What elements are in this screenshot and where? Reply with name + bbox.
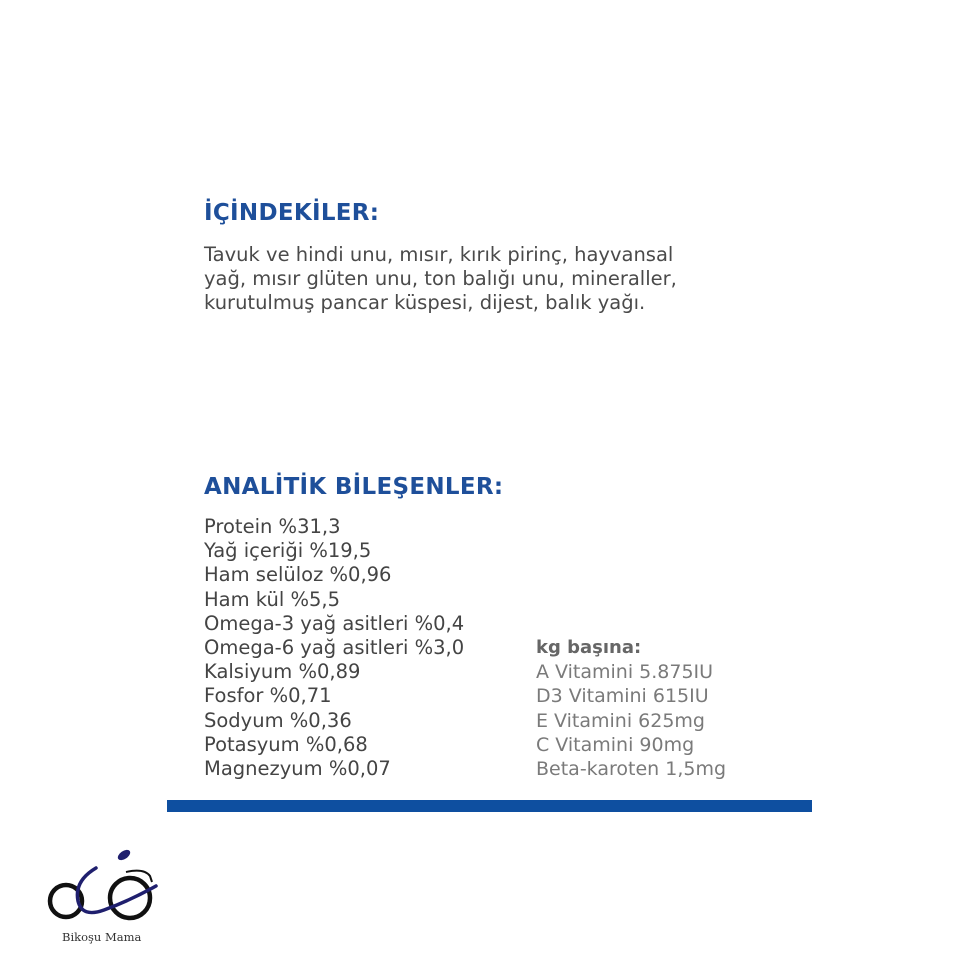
analytic-item: Ham kül %5,5 [204, 587, 341, 611]
ingredients-line: Tavuk ve hindi unu, mısır, kırık pirinç, hayvansal [204, 243, 674, 266]
vitamins-list [536, 636, 726, 781]
analytic-list [204, 515, 464, 781]
analytic-item: Protein %31,3 [204, 515, 341, 538]
brand-name: Bikoşu Mama [62, 930, 142, 944]
vitamin-item: Beta-karoten 1,5mg [536, 758, 727, 781]
analytic-item: Omega-6 yağ asitleri %3,0 [204, 636, 465, 660]
vitamin-item: D3 Vitamini 615IU [536, 685, 709, 708]
divider-bar [167, 800, 812, 812]
vitamin-item: C Vitamini 90mg [536, 733, 695, 756]
analytic-item: Yağ içeriği %19,5 [204, 539, 372, 563]
analytic-item: Fosfor %0,71 [204, 684, 332, 708]
ingredients-title: İÇİNDEKİLER: [204, 200, 380, 226]
analytic-item: Omega-3 yağ asitleri %0,4 [204, 611, 465, 635]
analytic-title: ANALİTİK BİLEŞENLER: [204, 474, 504, 500]
vitamin-item: E Vitamini 625mg [536, 709, 705, 732]
ingredients-line: yağ, mısır glüten unu, ton balığı unu, mineraller, [204, 267, 677, 290]
analytic-item: Kalsiyum %0,89 [204, 660, 361, 684]
vitamin-item: A Vitamini 5.875IU [536, 661, 714, 684]
analytic-item: Ham selüloz %0,96 [204, 563, 392, 587]
analytic-item: Sodyum %0,36 [204, 708, 352, 732]
ingredients-line: kurutulmuş pancar küspesi, dijest, balık yağı. [204, 291, 646, 314]
ingredients-text [204, 243, 804, 315]
analytic-item: Potasyum %0,68 [204, 732, 368, 756]
analytic-item: Magnezyum %0,07 [204, 757, 391, 781]
vitamins-title: kg başına: [536, 637, 642, 658]
